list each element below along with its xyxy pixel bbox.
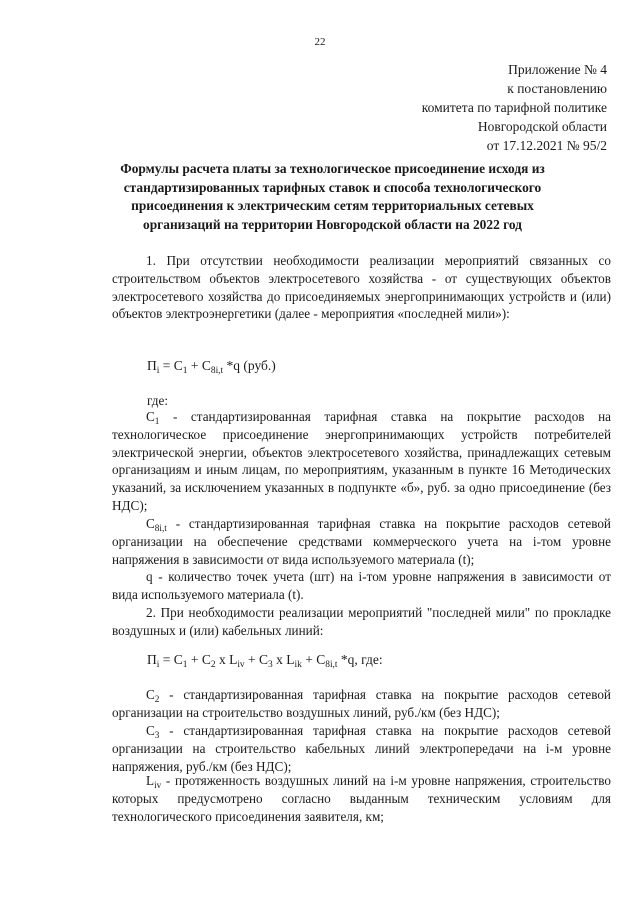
formula-2-p-sub: i bbox=[156, 660, 160, 670]
definition-c8-text bbox=[112, 515, 611, 568]
formula-1-c1-sub: 1 bbox=[182, 366, 188, 376]
c1-symbol: С bbox=[146, 409, 155, 424]
appendix-line-3: комитета по тарифной политике bbox=[421, 100, 607, 115]
formula-2-e: х L bbox=[272, 652, 295, 667]
c2-symbol: С bbox=[146, 687, 155, 702]
definition-liv bbox=[112, 772, 611, 825]
definition-c8 bbox=[112, 515, 611, 568]
appendix-line-1: Приложение № 4 bbox=[508, 62, 607, 77]
formula-2-c: х L bbox=[215, 652, 238, 667]
formula-1-tail: *q (руб.) bbox=[223, 358, 276, 373]
c3-symbol: С bbox=[146, 723, 155, 738]
document-title: Формулы расчета платы за технологическое присоединение исходя из стандартизированных тарифных ставок и способа технологического присоединения к электрическим сетям территориальных сетевых организаций на территории Новгородской области на 2022 год bbox=[120, 161, 545, 232]
definition-c2-text bbox=[112, 686, 611, 722]
c2-desc: - стандартизированная тарифная ставка на покрытие расходов сетевой организации на строительство воздушных линий, руб./км (без НДС); bbox=[112, 687, 611, 720]
appendix-line-2: к постановлению bbox=[507, 81, 607, 96]
formula-2-d-sub: 3 bbox=[268, 660, 273, 670]
paragraph-2-text: 2. При необходимости реализации мероприятий "последней мили" по прокладке воздушных и (или) кабельных линий: bbox=[112, 605, 611, 638]
definition-c2 bbox=[112, 686, 611, 722]
definition-c1 bbox=[112, 408, 611, 515]
liv-symbol: L bbox=[146, 773, 155, 788]
formula-2-a: = С bbox=[159, 652, 183, 667]
formula-2-b-sub: 2 bbox=[210, 660, 216, 670]
formula-1 bbox=[147, 357, 640, 375]
c1-desc: - стандартизированная тарифная ставка на покрытие расходов на технологическое присоединение энергопринимающих устройств потребителей электрической энергии, объектов электросетевого хозяйства, принадлежащих сетевым организациям и иным лицам, по мероприятиям, указанным в пункте 16 Методических указаний, за исключением указанных в подпункте «б», руб. за одно присоединение (без НДС); bbox=[112, 409, 611, 513]
where-label: где: bbox=[147, 393, 168, 408]
paragraph-1-text: 1. При отсутствии необходимости реализации мероприятий связанных со строительством объектов электросетевого хозяйства - от существующих объектов электросетевого хозяйства до присоединяемых энергопринимающих устройств и (или) объектов электроэнергетики (далее - мероприятия «последней мили»): bbox=[112, 253, 611, 322]
formula-1-c8: + С bbox=[187, 358, 211, 373]
paragraph-2 bbox=[112, 604, 611, 640]
c8-symbol: С bbox=[146, 516, 155, 531]
definition-c3-text bbox=[112, 722, 611, 775]
liv-desc: - протяженность воздушных линий на i-м уровне напряжения, строительство которых предусмотрено согласно выданным техническим условиям для технологического присоединения заявителя, км; bbox=[112, 773, 611, 824]
c1-sub: 1 bbox=[154, 416, 160, 426]
page-number: 22 bbox=[314, 36, 326, 48]
c3-sub: 3 bbox=[154, 730, 160, 740]
c8-sub: 8i,t bbox=[154, 523, 167, 533]
formula-2-a-sub: 1 bbox=[182, 660, 188, 670]
appendix-line-5: от 17.12.2021 № 95/2 bbox=[486, 138, 607, 153]
appendix-header bbox=[422, 60, 607, 155]
formula-1-c8-sub: 8i,t bbox=[210, 366, 224, 376]
formula-2-p: П bbox=[147, 652, 157, 667]
liv-sub: iv bbox=[154, 780, 162, 790]
formula-2-f: + С bbox=[301, 652, 326, 667]
formula-1-p: П bbox=[147, 358, 157, 373]
formula-2-tail: *q, где: bbox=[337, 652, 383, 667]
definition-c1-text bbox=[112, 408, 611, 515]
formula-1-p-sub: i bbox=[156, 366, 160, 376]
formula-2 bbox=[147, 651, 640, 669]
c2-sub: 2 bbox=[154, 694, 160, 704]
paragraph-1 bbox=[112, 252, 611, 323]
c8-desc: - стандартизированная тарифная ставка на покрытие расходов сетевой организации на обеспечение средствами коммерческого учета на i-том уровне напряжения в зависимости от вида используемого материала (t); bbox=[112, 516, 611, 567]
formula-2-d: + С bbox=[244, 652, 269, 667]
c3-desc: - стандартизированная тарифная ставка на покрытие расходов сетевой организации на строительство кабельных линий электропередачи на i-м уровне напряжения, руб./км (без НДС); bbox=[112, 723, 611, 774]
formula-1-c1: = С bbox=[159, 358, 183, 373]
formula-2-e-sub: ik bbox=[294, 660, 302, 670]
definition-q-text: q - количество точек учета (шт) на i-том уровне напряжения в зависимости от вида используемого материала (t). bbox=[112, 569, 611, 602]
appendix-line-4: Новгородской области bbox=[477, 119, 607, 134]
definition-c3 bbox=[112, 722, 611, 775]
formula-2-c-sub: iv bbox=[237, 660, 245, 670]
definition-liv-text bbox=[112, 772, 611, 825]
definition-q bbox=[112, 568, 611, 604]
formula-2-b: + С bbox=[187, 652, 211, 667]
formula-2-f-sub: 8i,t bbox=[325, 660, 338, 670]
